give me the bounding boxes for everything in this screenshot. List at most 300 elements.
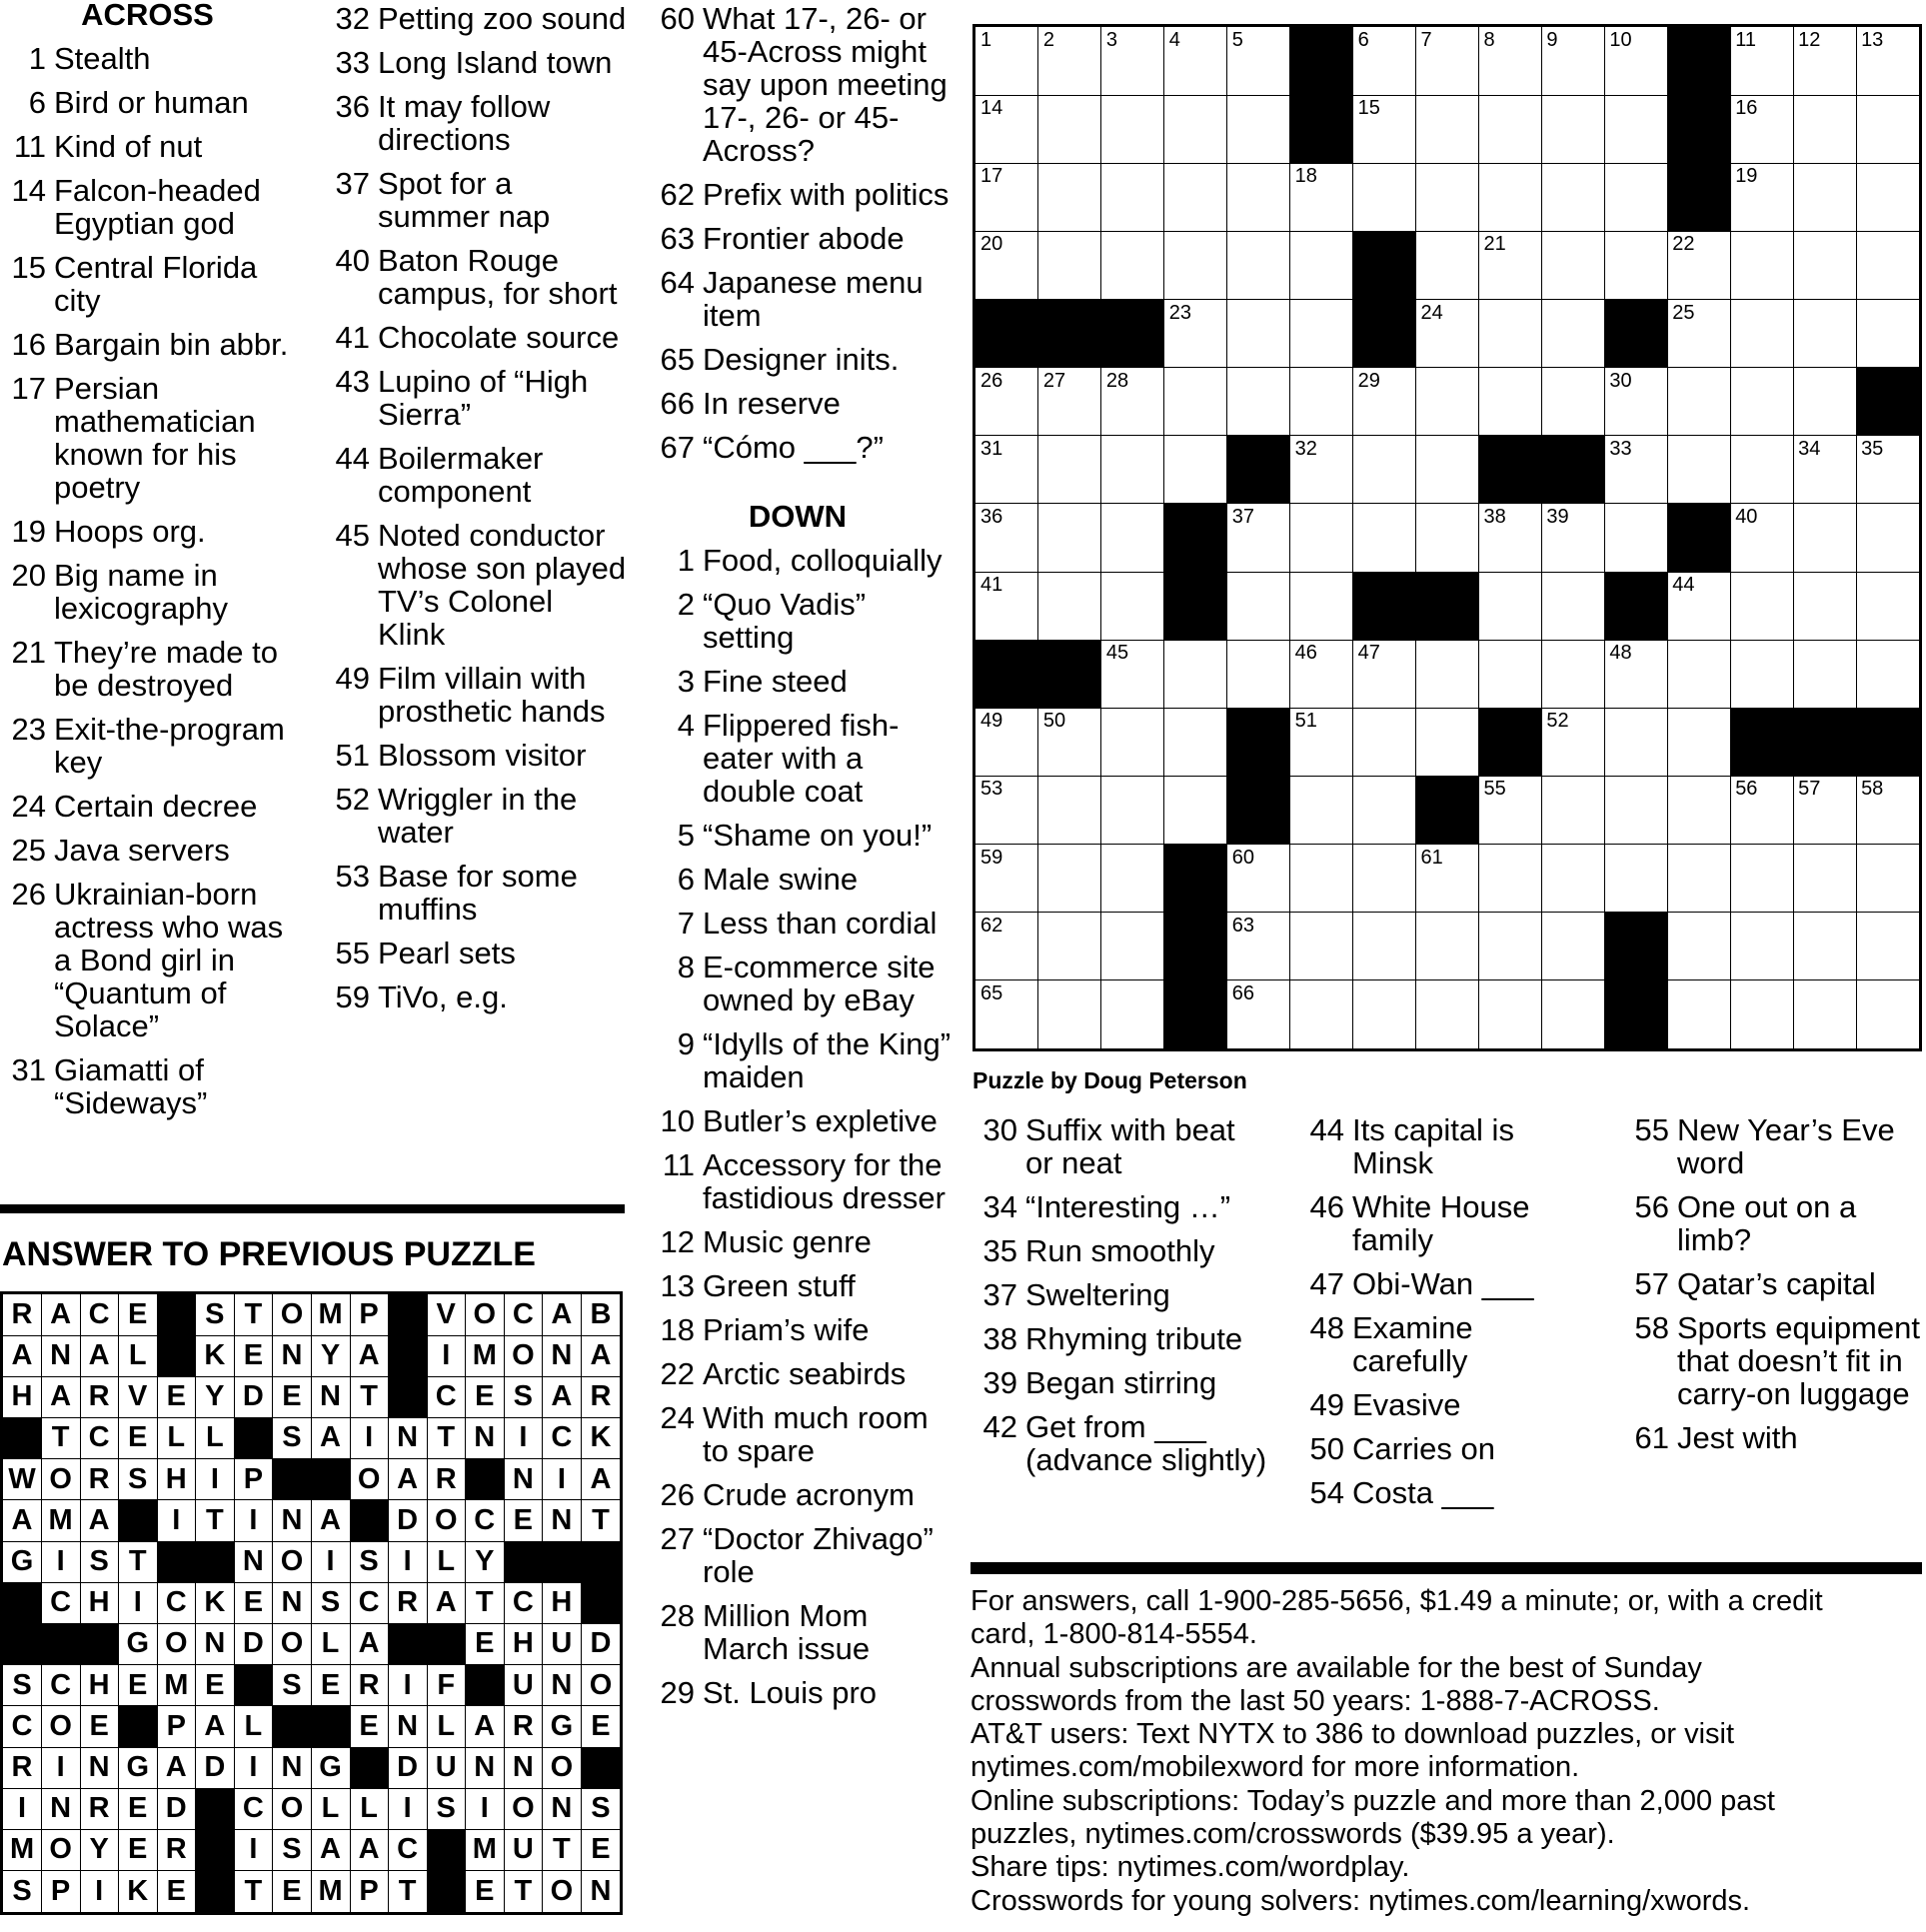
clue-item[interactable]: [643, 907, 963, 940]
clue-item[interactable]: [1294, 1267, 1594, 1300]
clue-item[interactable]: [0, 174, 305, 240]
grid-cell[interactable]: [1353, 163, 1416, 232]
grid-cell[interactable]: [1353, 504, 1416, 573]
clue-number: 51: [335, 738, 370, 773]
clue-item[interactable]: [318, 980, 628, 1013]
grid-cell[interactable]: [1164, 368, 1227, 437]
grid-cell[interactable]: [1856, 776, 1919, 845]
clue-text: “Quo Vadis” setting: [703, 587, 867, 655]
grid-cell[interactable]: [1101, 163, 1164, 232]
grid-cell[interactable]: [1793, 436, 1856, 505]
clue-item[interactable]: [643, 951, 963, 1016]
grid-cell[interactable]: [1793, 845, 1856, 914]
grid-cell[interactable]: [1038, 95, 1101, 164]
grid-cell[interactable]: [1227, 27, 1290, 96]
grid-cell[interactable]: [1416, 980, 1479, 1049]
clue-item[interactable]: [0, 251, 305, 317]
grid-cell[interactable]: [1604, 95, 1667, 164]
grid-cell[interactable]: [1541, 980, 1604, 1049]
grid-cell[interactable]: [1416, 300, 1479, 369]
grid-cell[interactable]: [1164, 436, 1227, 505]
grid-cell[interactable]: [1353, 368, 1416, 437]
clue-item[interactable]: [643, 544, 963, 577]
grid-cell[interactable]: [1164, 27, 1227, 96]
clue-item[interactable]: [318, 90, 628, 156]
grid-cell[interactable]: [1290, 300, 1353, 369]
grid-cell[interactable]: [1353, 640, 1416, 709]
clue-item[interactable]: [643, 1148, 963, 1214]
grid-cell[interactable]: [1164, 708, 1227, 777]
grid-cell[interactable]: [1227, 504, 1290, 573]
clue-item[interactable]: [1294, 1388, 1594, 1421]
grid-cell[interactable]: [1290, 231, 1353, 300]
grid-cell[interactable]: [1793, 640, 1856, 709]
grid-cell[interactable]: [975, 163, 1038, 232]
clue-item[interactable]: [643, 1676, 963, 1709]
grid-cell[interactable]: [1730, 231, 1793, 300]
grid-cell[interactable]: [1353, 95, 1416, 164]
answer-letter: O: [42, 1706, 81, 1748]
grid-cell[interactable]: [1416, 708, 1479, 777]
clue-text: Japanese menu item: [703, 265, 924, 333]
grid-cell[interactable]: [1227, 231, 1290, 300]
grid-cell[interactable]: [975, 95, 1038, 164]
grid-cell[interactable]: [1541, 368, 1604, 437]
answer-letter: F: [427, 1665, 466, 1707]
grid-cell[interactable]: [1227, 572, 1290, 641]
grid-cell[interactable]: [1038, 913, 1101, 981]
grid-cell[interactable]: [1541, 913, 1604, 981]
grid-cell[interactable]: [1793, 231, 1856, 300]
grid-cell[interactable]: [1164, 300, 1227, 369]
clue-item[interactable]: [967, 1190, 1267, 1223]
grid-cell[interactable]: [1604, 708, 1667, 777]
grid-cell[interactable]: [1227, 368, 1290, 437]
grid-cell[interactable]: [1541, 27, 1604, 96]
grid-cell[interactable]: [1541, 845, 1604, 914]
clue-item[interactable]: [643, 709, 963, 808]
grid-cell[interactable]: [1164, 640, 1227, 709]
grid-cell[interactable]: [1793, 980, 1856, 1049]
grid-cell[interactable]: [1793, 504, 1856, 573]
clue-number: 44: [335, 441, 370, 476]
grid-cell[interactable]: [1667, 708, 1730, 777]
grid-cell[interactable]: [975, 708, 1038, 777]
grid-cell[interactable]: [1730, 436, 1793, 505]
grid-cell[interactable]: [1793, 776, 1856, 845]
grid-cell[interactable]: [1730, 504, 1793, 573]
clue-item[interactable]: [318, 937, 628, 969]
grid-cell[interactable]: [1541, 163, 1604, 232]
grid-cell[interactable]: [1667, 572, 1730, 641]
grid-cell[interactable]: [1416, 27, 1479, 96]
grid-cell[interactable]: [1038, 776, 1101, 845]
clue-item[interactable]: [643, 665, 963, 698]
grid-cell[interactable]: [1290, 368, 1353, 437]
grid-cell[interactable]: [975, 27, 1038, 96]
grid-cell[interactable]: [1290, 163, 1353, 232]
grid-cell[interactable]: [1164, 231, 1227, 300]
grid-cell[interactable]: [1353, 913, 1416, 981]
grid-cell[interactable]: [1730, 913, 1793, 981]
grid-cell[interactable]: [1541, 708, 1604, 777]
grid-cell[interactable]: [1038, 436, 1101, 505]
black-square: [1667, 504, 1730, 573]
grid-cell[interactable]: [1290, 572, 1353, 641]
grid-cell[interactable]: [1227, 640, 1290, 709]
grid-cell[interactable]: [1290, 708, 1353, 777]
grid-cell[interactable]: [1730, 640, 1793, 709]
grid-cell[interactable]: [1856, 913, 1919, 981]
clue-item[interactable]: [643, 431, 963, 464]
grid-cell[interactable]: [1101, 845, 1164, 914]
clue-number: 10: [660, 1103, 695, 1138]
clue-item[interactable]: [967, 1410, 1267, 1476]
grid-cell[interactable]: [1290, 913, 1353, 981]
clue-item[interactable]: [318, 365, 628, 431]
grid-cell[interactable]: [1038, 163, 1101, 232]
clue-item[interactable]: [1294, 1476, 1594, 1509]
grid-cell[interactable]: [975, 776, 1038, 845]
grid-cell[interactable]: [1856, 27, 1919, 96]
grid-cell[interactable]: [1101, 640, 1164, 709]
grid-cell[interactable]: [1227, 980, 1290, 1049]
clue-item[interactable]: [1619, 1267, 1924, 1300]
clue-item[interactable]: [643, 1269, 963, 1302]
grid-cell[interactable]: [1227, 300, 1290, 369]
grid-cell[interactable]: [1667, 980, 1730, 1049]
clue-text: Chocolate source: [378, 320, 620, 355]
grid-cell[interactable]: [1667, 913, 1730, 981]
grid-cell[interactable]: [1856, 300, 1919, 369]
grid-cell[interactable]: [1541, 572, 1604, 641]
cell-number: 24: [1420, 301, 1443, 324]
clue-item[interactable]: [643, 1027, 963, 1093]
grid-cell[interactable]: [1856, 572, 1919, 641]
grid-cell[interactable]: [1290, 845, 1353, 914]
clue-item[interactable]: [643, 588, 963, 654]
grid-cell[interactable]: [1667, 776, 1730, 845]
grid-cell[interactable]: [1038, 27, 1101, 96]
black-square: [1101, 300, 1164, 369]
answer-letter: O: [273, 1788, 312, 1830]
grid-cell[interactable]: [1353, 708, 1416, 777]
answer-letter: N: [543, 1788, 582, 1830]
clue-item[interactable]: [0, 636, 305, 702]
clue-item[interactable]: [643, 1357, 963, 1390]
grid-cell[interactable]: [1353, 845, 1416, 914]
clue-text: Rhyming tribute: [1025, 1321, 1243, 1356]
clue-item[interactable]: [0, 42, 305, 75]
grid-cell[interactable]: [1478, 27, 1541, 96]
grid-cell[interactable]: [1478, 776, 1541, 845]
grid-cell[interactable]: [1667, 300, 1730, 369]
grid-cell[interactable]: [1478, 640, 1541, 709]
grid-cell[interactable]: [1416, 504, 1479, 573]
grid-cell[interactable]: [1604, 845, 1667, 914]
grid-cell[interactable]: [1416, 368, 1479, 437]
grid-cell[interactable]: [1416, 913, 1479, 981]
grid-cell[interactable]: [1604, 163, 1667, 232]
black-square: [1478, 436, 1541, 505]
clue-item[interactable]: [1294, 1311, 1594, 1377]
grid-cell[interactable]: [1038, 708, 1101, 777]
grid-cell[interactable]: [1290, 436, 1353, 505]
clue-item[interactable]: [0, 86, 305, 119]
grid-cell[interactable]: [975, 368, 1038, 437]
clue-item[interactable]: [643, 1599, 963, 1665]
grid-cell[interactable]: [1730, 368, 1793, 437]
clue-item[interactable]: [643, 266, 963, 332]
grid-cell[interactable]: [1353, 776, 1416, 845]
grid-cell[interactable]: [1604, 504, 1667, 573]
grid-cell[interactable]: [1541, 504, 1604, 573]
clue-item[interactable]: [318, 860, 628, 926]
grid-cell[interactable]: [1416, 95, 1479, 164]
clue-item[interactable]: [0, 834, 305, 867]
grid-cell[interactable]: [1353, 436, 1416, 505]
clue-item[interactable]: [1619, 1190, 1924, 1256]
clue-text: “Doctor Zhivago” role: [703, 1521, 934, 1589]
clue-item[interactable]: [318, 46, 628, 79]
grid-cell[interactable]: [1101, 95, 1164, 164]
grid-cell[interactable]: [1730, 27, 1793, 96]
grid-cell[interactable]: [1038, 572, 1101, 641]
clue-item[interactable]: [318, 662, 628, 728]
clue-text: Prefix with politics: [703, 177, 950, 212]
clue-item[interactable]: [318, 739, 628, 772]
grid-cell[interactable]: [1730, 95, 1793, 164]
clue-item[interactable]: [967, 1278, 1267, 1311]
grid-cell[interactable]: [1416, 231, 1479, 300]
clue-item[interactable]: [967, 1234, 1267, 1267]
grid-cell[interactable]: [1478, 845, 1541, 914]
grid-cell[interactable]: [1604, 436, 1667, 505]
grid-cell[interactable]: [1856, 436, 1919, 505]
grid-cell[interactable]: [1353, 980, 1416, 1049]
grid-cell[interactable]: [1667, 436, 1730, 505]
grid-cell[interactable]: [1604, 231, 1667, 300]
grid-cell[interactable]: [1478, 368, 1541, 437]
grid-cell[interactable]: [1541, 231, 1604, 300]
clue-item[interactable]: [967, 1366, 1267, 1399]
grid-cell[interactable]: [1164, 95, 1227, 164]
grid-cell[interactable]: [1416, 845, 1479, 914]
clue-item[interactable]: [318, 244, 628, 310]
clue-item[interactable]: [1294, 1113, 1594, 1179]
clue-item[interactable]: [0, 515, 305, 548]
grid-cell[interactable]: [1353, 27, 1416, 96]
clue-item[interactable]: [967, 1113, 1267, 1179]
grid-cell[interactable]: [1856, 95, 1919, 164]
clue-item[interactable]: [0, 328, 305, 361]
grid-cell[interactable]: [1290, 980, 1353, 1049]
grid-cell[interactable]: [1541, 300, 1604, 369]
grid-cell[interactable]: [1730, 980, 1793, 1049]
clue-item[interactable]: [0, 372, 305, 504]
grid-cell[interactable]: [1416, 163, 1479, 232]
grid-cell[interactable]: [1793, 368, 1856, 437]
cell-number: 62: [980, 914, 1003, 937]
answer-letter: T: [119, 1541, 158, 1583]
clue-item[interactable]: [643, 222, 963, 255]
clue-number: 23: [11, 712, 46, 747]
grid-cell[interactable]: [1101, 368, 1164, 437]
grid-cell[interactable]: [1101, 572, 1164, 641]
grid-cell[interactable]: [1038, 980, 1101, 1049]
clue-item[interactable]: [643, 819, 963, 852]
grid-cell[interactable]: [1478, 980, 1541, 1049]
clue-item[interactable]: [318, 783, 628, 849]
grid-cell[interactable]: [1478, 163, 1541, 232]
grid-cell[interactable]: [975, 572, 1038, 641]
grid-cell[interactable]: [1793, 27, 1856, 96]
grid-cell[interactable]: [1038, 504, 1101, 573]
clue-text: Examine carefully: [1352, 1310, 1473, 1378]
answer-letter: H: [80, 1665, 119, 1707]
grid-cell[interactable]: [1101, 231, 1164, 300]
clue-item[interactable]: [1294, 1190, 1594, 1256]
clue-item[interactable]: [0, 1053, 305, 1119]
grid-cell[interactable]: [1478, 504, 1541, 573]
grid-cell[interactable]: [1038, 231, 1101, 300]
clue-item[interactable]: [0, 790, 305, 823]
grid-cell[interactable]: [1478, 913, 1541, 981]
clue-item[interactable]: [643, 343, 963, 376]
grid-cell[interactable]: [1164, 776, 1227, 845]
grid-cell[interactable]: [975, 231, 1038, 300]
grid-cell[interactable]: [1730, 572, 1793, 641]
grid-cell[interactable]: [1667, 640, 1730, 709]
clue-item[interactable]: [0, 130, 305, 163]
answer-letter: A: [312, 1418, 351, 1460]
grid-cell[interactable]: [1730, 845, 1793, 914]
grid-cell[interactable]: [1856, 980, 1919, 1049]
grid-cell[interactable]: [1541, 95, 1604, 164]
cell-number: 59: [980, 846, 1003, 869]
clue-item[interactable]: [643, 863, 963, 896]
clue-text: Music genre: [703, 1224, 872, 1259]
clue-item[interactable]: [643, 1522, 963, 1588]
grid-cell[interactable]: [1793, 163, 1856, 232]
clue-item[interactable]: [0, 559, 305, 625]
grid-cell[interactable]: [1604, 368, 1667, 437]
grid-cell[interactable]: [1101, 504, 1164, 573]
grid-cell[interactable]: [1038, 845, 1101, 914]
answer-letter: E: [80, 1706, 119, 1748]
clue-item[interactable]: [1619, 1113, 1924, 1179]
answer-letter: E: [466, 1624, 505, 1666]
grid-cell[interactable]: [1290, 504, 1353, 573]
grid-cell[interactable]: [1227, 845, 1290, 914]
clue-number: 67: [660, 430, 695, 465]
grid-cell[interactable]: [1478, 95, 1541, 164]
grid-cell[interactable]: [1730, 776, 1793, 845]
clue-item[interactable]: [643, 1478, 963, 1511]
grid-cell[interactable]: [1101, 776, 1164, 845]
clue-number: 35: [982, 1233, 1017, 1268]
answer-letter: G: [312, 1747, 351, 1789]
grid-cell[interactable]: [1793, 300, 1856, 369]
grid-cell[interactable]: [1856, 163, 1919, 232]
grid-cell[interactable]: [1290, 776, 1353, 845]
grid-cell[interactable]: [1793, 95, 1856, 164]
clue-item[interactable]: [318, 442, 628, 508]
clue-item[interactable]: [1619, 1421, 1924, 1454]
clue-item[interactable]: [1619, 1311, 1924, 1410]
grid-cell[interactable]: [975, 845, 1038, 914]
grid-cell[interactable]: [1478, 572, 1541, 641]
crossword-grid[interactable]: [972, 24, 1922, 1051]
grid-cell[interactable]: [1856, 640, 1919, 709]
grid-cell[interactable]: [1290, 640, 1353, 709]
clue-item[interactable]: [0, 878, 305, 1042]
grid-cell[interactable]: [1416, 436, 1479, 505]
clue-item[interactable]: [643, 1225, 963, 1258]
grid-cell[interactable]: [1604, 776, 1667, 845]
grid-cell[interactable]: [1604, 640, 1667, 709]
clue-item[interactable]: [643, 387, 963, 420]
grid-cell[interactable]: [975, 913, 1038, 981]
clue-item[interactable]: [318, 321, 628, 354]
grid-cell[interactable]: [1038, 368, 1101, 437]
grid-cell[interactable]: [1416, 640, 1479, 709]
grid-cell[interactable]: [1101, 980, 1164, 1049]
grid-cell[interactable]: [975, 980, 1038, 1049]
grid-cell[interactable]: [1667, 845, 1730, 914]
grid-cell[interactable]: [1478, 231, 1541, 300]
grid-cell[interactable]: [975, 436, 1038, 505]
grid-cell[interactable]: [1101, 436, 1164, 505]
clue-item[interactable]: [643, 1401, 963, 1467]
clue-item[interactable]: [967, 1322, 1267, 1355]
grid-cell[interactable]: [1101, 708, 1164, 777]
clue-item[interactable]: [0, 713, 305, 779]
grid-cell[interactable]: [1793, 572, 1856, 641]
grid-cell[interactable]: [975, 504, 1038, 573]
grid-cell[interactable]: [1227, 163, 1290, 232]
clue-item[interactable]: [318, 167, 628, 233]
clue-number: 9: [677, 1026, 695, 1061]
grid-cell[interactable]: [1730, 163, 1793, 232]
clue-item[interactable]: [318, 519, 628, 651]
grid-cell[interactable]: [1164, 163, 1227, 232]
clue-item[interactable]: [318, 2, 628, 35]
clue-item[interactable]: [643, 1313, 963, 1346]
clue-item[interactable]: [643, 2, 963, 167]
grid-cell[interactable]: [1227, 95, 1290, 164]
answer-letter: L: [427, 1706, 466, 1748]
grid-cell[interactable]: [1478, 300, 1541, 369]
clue-item[interactable]: [643, 1104, 963, 1137]
grid-cell[interactable]: [1667, 368, 1730, 437]
grid-cell[interactable]: [1101, 27, 1164, 96]
grid-cell[interactable]: [1793, 913, 1856, 981]
grid-cell[interactable]: [1604, 27, 1667, 96]
grid-cell[interactable]: [1667, 231, 1730, 300]
clue-item[interactable]: [1294, 1432, 1594, 1465]
clue-number: 43: [335, 364, 370, 399]
grid-cell[interactable]: [1227, 913, 1290, 981]
grid-cell[interactable]: [1856, 504, 1919, 573]
grid-cell[interactable]: [1856, 231, 1919, 300]
grid-cell[interactable]: [1541, 776, 1604, 845]
grid-cell[interactable]: [1541, 640, 1604, 709]
clue-item[interactable]: [643, 178, 963, 211]
grid-cell[interactable]: [1730, 300, 1793, 369]
grid-cell[interactable]: [1101, 913, 1164, 981]
grid-cell[interactable]: [1856, 845, 1919, 914]
